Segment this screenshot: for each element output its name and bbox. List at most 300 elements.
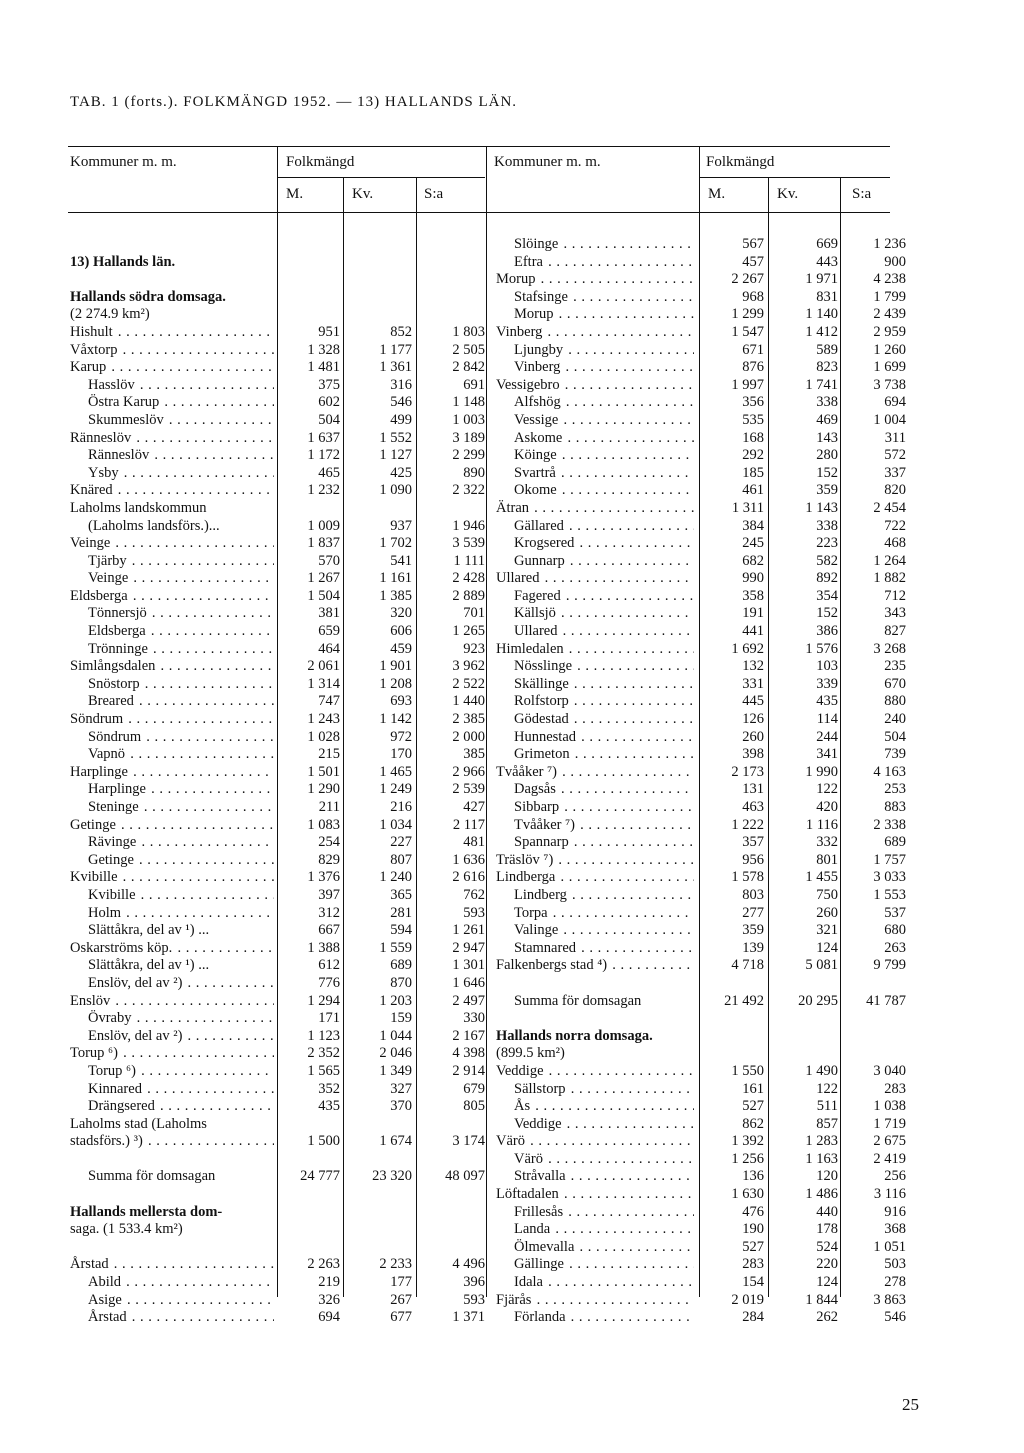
kommun-label: Veinge — [88, 570, 129, 587]
value-women: 170 — [390, 746, 412, 763]
kommun-label: Stamnared — [514, 939, 577, 956]
value-total: 1 003 — [452, 411, 485, 428]
kommun-name — [514, 447, 694, 465]
table-row — [496, 1115, 906, 1134]
kommun-name — [514, 1081, 694, 1099]
kommun-name — [70, 482, 274, 500]
kommun-name — [88, 905, 274, 923]
value-total: 1 111 — [453, 552, 485, 569]
value-women: 420 — [816, 799, 838, 815]
kommun-label: Abild — [88, 1274, 122, 1291]
value-women: 1 161 — [379, 570, 412, 587]
value-women: 1 140 — [805, 306, 838, 323]
value-men: 990 — [742, 570, 764, 587]
value-total: 3 174 — [452, 1133, 485, 1150]
kommun-label: Vessige — [514, 411, 559, 428]
value-total: 504 — [884, 728, 906, 745]
kommun-label: Skummeslöv — [88, 411, 164, 428]
table-row — [496, 992, 906, 1011]
value-women: 669 — [816, 236, 838, 252]
value-total: 2 959 — [873, 323, 906, 340]
value-men: 1 267 — [307, 570, 340, 587]
table-row — [496, 1062, 906, 1081]
value-men: 1 692 — [731, 640, 764, 657]
table-row — [496, 552, 906, 571]
value-total: 283 — [884, 1080, 906, 1097]
value-men: 1 172 — [307, 447, 340, 464]
table-row — [496, 535, 906, 553]
kommun-name — [514, 693, 694, 711]
value-women: 152 — [816, 605, 838, 622]
value-total: 2 439 — [873, 306, 906, 323]
value-total: 3 738 — [873, 376, 906, 393]
kommun-label: Okome — [514, 482, 557, 499]
kommun-label: Kvibille — [70, 869, 118, 886]
kommun-name — [70, 940, 274, 958]
value-men: 191 — [742, 605, 764, 622]
value-total: 2 497 — [452, 992, 485, 1009]
value-men: 527 — [742, 1098, 764, 1115]
value-women: 143 — [816, 429, 838, 446]
value-women: 425 — [390, 464, 412, 481]
kommun-name — [88, 570, 274, 588]
value-total: 4 238 — [873, 271, 906, 288]
table-row — [496, 411, 906, 430]
value-men: 1 501 — [307, 763, 340, 780]
table-row — [496, 236, 906, 254]
value-women: 338 — [816, 517, 838, 534]
value-women: 327 — [390, 1080, 412, 1097]
kommun-name — [70, 764, 274, 782]
value-men: 283 — [742, 1256, 764, 1273]
value-total: 679 — [463, 1080, 485, 1097]
kommun-name — [88, 447, 274, 465]
header-mid-rule-left — [278, 177, 485, 178]
kommun-label: Alfshög — [514, 394, 561, 411]
table-row — [496, 429, 906, 448]
value-men: 476 — [742, 1203, 764, 1220]
kommun-label: Himledalen — [496, 640, 564, 657]
value-total: 1 260 — [873, 341, 906, 358]
kommun-name — [70, 588, 274, 606]
kommun-name — [88, 1010, 274, 1028]
value-men: 1 565 — [307, 1062, 340, 1079]
kommun-name — [514, 1168, 694, 1186]
kommun-name — [514, 465, 694, 483]
value-women: 582 — [816, 552, 838, 569]
kommun-name — [70, 1204, 274, 1222]
kommun-label: Summa för domsagan — [514, 992, 642, 1009]
value-total: 762 — [463, 886, 485, 903]
value-men: 136 — [742, 1168, 764, 1185]
value-women: 1 163 — [805, 1150, 838, 1167]
kommun-label: Simlångsdalen — [70, 658, 156, 675]
table-row — [496, 341, 906, 360]
value-women: 20 295 — [798, 992, 838, 1009]
kommun-label: Dagsås — [514, 781, 556, 798]
kommun-name — [496, 271, 694, 289]
kommun-name — [70, 1239, 274, 1257]
kommun-name — [70, 306, 274, 324]
value-women: 1 385 — [379, 587, 412, 604]
table-row — [496, 922, 906, 940]
table-row — [496, 499, 906, 518]
value-women: 122 — [816, 781, 838, 798]
value-total: 2 914 — [452, 1062, 485, 1079]
table-row — [496, 394, 906, 412]
table-row — [496, 1274, 906, 1292]
kommun-label: Ullared — [496, 570, 540, 587]
kommun-label: Harplinge — [88, 781, 146, 798]
value-men: 24 777 — [300, 1168, 340, 1185]
kommun-name — [496, 570, 694, 588]
value-men: 776 — [318, 974, 340, 991]
value-men: 1 392 — [731, 1133, 764, 1150]
kommun-name — [496, 957, 694, 975]
value-women: 1 249 — [379, 781, 412, 798]
value-total: 2 299 — [452, 447, 485, 464]
kommun-name — [70, 324, 274, 342]
value-women: 857 — [816, 1115, 838, 1132]
value-women: 443 — [816, 253, 838, 270]
value-men: 132 — [742, 658, 764, 675]
table-row — [496, 1133, 906, 1151]
value-total: 691 — [463, 376, 485, 393]
header-top-rule — [68, 146, 890, 147]
kommun-label: stadsförs.) ³) — [70, 1133, 143, 1150]
kommun-label: Torpa — [514, 904, 548, 921]
value-women: 1 971 — [805, 271, 838, 288]
value-women: 1 552 — [379, 429, 412, 446]
page-number: 25 — [902, 1395, 919, 1414]
kommun-name — [88, 957, 274, 975]
value-women: 589 — [816, 341, 838, 358]
kommun-label: Hallands norra domsaga. — [496, 1027, 653, 1044]
table-row — [496, 1168, 906, 1186]
kommun-label: Årstad — [88, 1309, 127, 1326]
kommun-label: Harplinge — [70, 763, 128, 780]
kommun-name — [514, 922, 694, 940]
value-total: 1 699 — [873, 359, 906, 376]
kommun-label: Morup — [514, 306, 554, 323]
kommun-label: Rolfstorp — [514, 693, 569, 710]
value-women: 440 — [816, 1203, 838, 1220]
value-men: 862 — [742, 1115, 764, 1132]
value-men: 612 — [318, 957, 340, 974]
value-total: 701 — [463, 605, 485, 622]
table-row — [496, 1256, 906, 1274]
value-total: 2 522 — [452, 675, 485, 692]
kommun-name — [514, 817, 694, 835]
kommun-label: Falkenbergs stad ⁴) — [496, 957, 608, 974]
kommun-name — [514, 430, 694, 448]
kommun-name — [514, 588, 694, 606]
kommun-name — [70, 817, 274, 835]
table-row — [496, 517, 906, 536]
kommun-name — [88, 1168, 274, 1186]
kommun-label: Hasslöv — [88, 376, 135, 393]
kommun-label: Veddige — [514, 1115, 562, 1132]
table-row — [496, 799, 906, 817]
table-row — [496, 1291, 906, 1310]
kommun-label: Söndrum — [88, 728, 142, 745]
kommun-label: Östra Karup — [88, 394, 160, 411]
kommun-name — [496, 500, 694, 518]
value-women: 1 901 — [379, 658, 412, 675]
kommun-label: Slättåkra, del av ¹) ... — [88, 922, 210, 939]
value-total: 1 719 — [873, 1115, 906, 1132]
kommun-label: Torup ⁶) — [88, 1062, 136, 1079]
kommun-name — [496, 869, 694, 887]
kommun-name — [70, 289, 274, 307]
value-men: 2 173 — [731, 763, 764, 780]
kommun-label: Oskarströms köp. — [70, 939, 173, 956]
kommun-label: Vapnö — [88, 746, 126, 763]
value-men: 464 — [318, 640, 340, 657]
kommun-name — [514, 342, 694, 360]
kommun-label: Ås — [514, 1098, 531, 1115]
value-women: 892 — [816, 570, 838, 587]
value-total: 2 966 — [452, 763, 485, 780]
value-men: 1 504 — [307, 587, 340, 604]
table-row — [496, 851, 906, 870]
value-women: 227 — [390, 834, 412, 851]
kommun-label: Ljungby — [514, 341, 564, 358]
value-women: 281 — [390, 904, 412, 921]
value-men: 441 — [742, 623, 764, 640]
table-row — [496, 904, 906, 923]
kommun-label: Gällared — [514, 517, 564, 534]
value-total: 1 646 — [452, 974, 485, 991]
kommun-label: Hallands mellersta dom- — [70, 1203, 223, 1220]
kommun-label: Knäred — [70, 482, 113, 499]
header-folkmangd-left: Folkmängd — [286, 154, 355, 170]
kommun-label: Vessigebro — [496, 376, 560, 393]
value-total: 3 040 — [873, 1062, 906, 1079]
value-men: 435 — [318, 1098, 340, 1115]
table-row — [496, 1221, 906, 1239]
table-row — [496, 763, 906, 782]
kommun-name — [514, 535, 694, 553]
table-row — [496, 711, 906, 729]
value-total: 820 — [884, 482, 906, 499]
value-men: 398 — [742, 746, 764, 763]
table-row — [496, 1186, 906, 1204]
kommun-label: Grimeton — [514, 746, 570, 763]
value-men: 215 — [318, 746, 340, 763]
value-total: 3 268 — [873, 640, 906, 657]
value-men: 968 — [742, 288, 764, 305]
kommun-label — [496, 975, 497, 991]
kommun-label: saga. (1 533.4 km²) — [70, 1221, 183, 1238]
value-total: 263 — [884, 939, 906, 956]
value-women: 693 — [390, 693, 412, 710]
table-row — [496, 1309, 906, 1327]
value-men: 1 123 — [307, 1027, 340, 1044]
kommun-label: Slöinge — [514, 236, 559, 252]
table-row — [496, 464, 906, 483]
value-total: 689 — [884, 834, 906, 851]
value-women: 103 — [816, 658, 838, 675]
value-men: 161 — [742, 1080, 764, 1097]
value-total: 337 — [884, 464, 906, 481]
kommun-name — [514, 394, 694, 412]
table-row — [496, 834, 906, 852]
value-total: 1 236 — [873, 236, 906, 252]
value-men: 1 311 — [731, 499, 764, 516]
kommun-name — [70, 1045, 274, 1063]
kommun-label: Spannarp — [514, 834, 569, 851]
value-men: 1 637 — [307, 429, 340, 446]
value-women: 1 240 — [379, 869, 412, 886]
value-total: 722 — [884, 517, 906, 534]
kommun-label: Ölmevalla — [514, 1238, 575, 1255]
value-men: 1 222 — [731, 816, 764, 833]
value-men: 1 290 — [307, 781, 340, 798]
value-women: 1 044 — [379, 1027, 412, 1044]
value-men: 694 — [318, 1309, 340, 1326]
kommun-label: Karup — [70, 359, 107, 376]
value-women: 750 — [816, 886, 838, 903]
value-women: 267 — [390, 1291, 412, 1308]
kommun-label: Sibbarp — [514, 799, 560, 815]
kommun-name — [496, 641, 694, 659]
kommun-name — [88, 377, 274, 395]
value-men: 1 630 — [731, 1186, 764, 1203]
kommun-label: Getinge — [88, 851, 134, 868]
kommun-label: Enslöv, del av ²) — [88, 974, 183, 991]
kommun-name — [514, 940, 694, 958]
kommun-label: Enslöv — [70, 992, 111, 1009]
kommun-label — [70, 271, 71, 287]
value-men: 1 256 — [731, 1150, 764, 1167]
value-total: 2 947 — [452, 939, 485, 956]
kommun-label: Gunnarp — [514, 552, 565, 569]
value-men: 535 — [742, 411, 764, 428]
kommun-name — [70, 1133, 274, 1151]
kommun-name — [88, 1081, 274, 1099]
kommun-name — [514, 887, 694, 905]
kommun-name — [88, 1309, 274, 1327]
kommun-name — [514, 1098, 694, 1116]
kommun-name — [514, 746, 694, 764]
kommun-label: Holm — [88, 904, 122, 921]
value-women: 1 142 — [379, 711, 412, 728]
value-total: 48 097 — [445, 1168, 485, 1185]
kommun-name — [514, 518, 694, 536]
value-women: 469 — [816, 411, 838, 428]
value-women: 386 — [816, 623, 838, 640]
value-total: 923 — [463, 640, 485, 657]
table-row — [496, 605, 906, 623]
value-women: 1 349 — [379, 1062, 412, 1079]
value-men: 1 837 — [307, 535, 340, 552]
table-row — [496, 323, 906, 342]
kommun-name — [88, 834, 274, 852]
value-men: 245 — [742, 535, 764, 552]
kommun-name — [514, 711, 694, 729]
table-row — [496, 482, 906, 500]
value-men: 312 — [318, 904, 340, 921]
kommun-label: Löftadalen — [496, 1186, 559, 1203]
value-women: 1 034 — [379, 816, 412, 833]
table-row — [496, 570, 906, 588]
kommun-name — [496, 764, 694, 782]
kommun-name — [514, 289, 694, 307]
kommun-label: Drängsered — [88, 1098, 155, 1115]
value-total: 481 — [463, 834, 485, 851]
value-women: 1 576 — [805, 640, 838, 657]
table-row — [496, 658, 906, 676]
value-women: 1 361 — [379, 359, 412, 376]
header-kommuner-right: Kommuner m. m. — [494, 154, 601, 170]
kommun-name — [88, 518, 274, 536]
value-women: 341 — [816, 746, 838, 763]
value-women: 262 — [816, 1309, 838, 1326]
kommun-name — [514, 781, 694, 799]
value-women: 870 — [390, 974, 412, 991]
value-total: 900 — [884, 253, 906, 270]
kommun-label: (2 274.9 km²) — [70, 306, 150, 323]
table-row — [496, 1045, 896, 1063]
kommun-label: Svartrå — [514, 464, 556, 481]
kommun-name — [70, 1221, 274, 1239]
kommun-name — [496, 1063, 694, 1081]
kommun-name — [514, 799, 694, 817]
value-men: 457 — [742, 253, 764, 270]
kommun-label: Eftra — [514, 253, 543, 270]
value-men: 1 328 — [307, 341, 340, 358]
kommun-label: Vinberg — [514, 359, 561, 376]
value-men: 1 481 — [307, 359, 340, 376]
kommun-name — [88, 975, 274, 993]
kommun-label: Fagered — [514, 587, 561, 604]
kommun-name — [514, 1274, 694, 1292]
value-men: 126 — [742, 711, 764, 728]
kommun-name — [514, 905, 694, 923]
kommun-label: Källsjö — [514, 605, 556, 622]
value-total: 1 051 — [873, 1238, 906, 1255]
value-men: 352 — [318, 1080, 340, 1097]
kommun-label: Lindberga — [496, 869, 556, 886]
value-total: 593 — [463, 1291, 485, 1308]
kommun-name — [88, 641, 274, 659]
value-women: 354 — [816, 587, 838, 604]
value-men: 465 — [318, 464, 340, 481]
value-men: 1 997 — [731, 376, 764, 393]
value-total: 1 004 — [873, 411, 906, 428]
value-women: 937 — [390, 517, 412, 534]
kommun-name — [88, 1028, 274, 1046]
value-total: 2 428 — [452, 570, 485, 587]
kommun-label: Tvååker ⁷) — [496, 763, 558, 780]
kommun-name — [88, 623, 274, 641]
value-men: 357 — [742, 834, 764, 851]
kommun-name — [496, 1045, 694, 1063]
kommun-label: Slättåkra, del av ¹) ... — [88, 957, 210, 974]
kommun-name — [514, 553, 694, 571]
value-total: 880 — [884, 693, 906, 710]
kommun-label: Ysby — [88, 464, 119, 481]
value-total: 1 757 — [873, 851, 906, 868]
kommun-label: Ränneslöv — [70, 429, 132, 446]
kommun-name — [514, 1256, 694, 1274]
value-women: 359 — [816, 482, 838, 499]
kommun-name — [88, 1098, 274, 1116]
value-total: 253 — [884, 781, 906, 798]
kommun-label: Torup ⁶) — [70, 1045, 118, 1062]
value-total: 680 — [884, 922, 906, 939]
